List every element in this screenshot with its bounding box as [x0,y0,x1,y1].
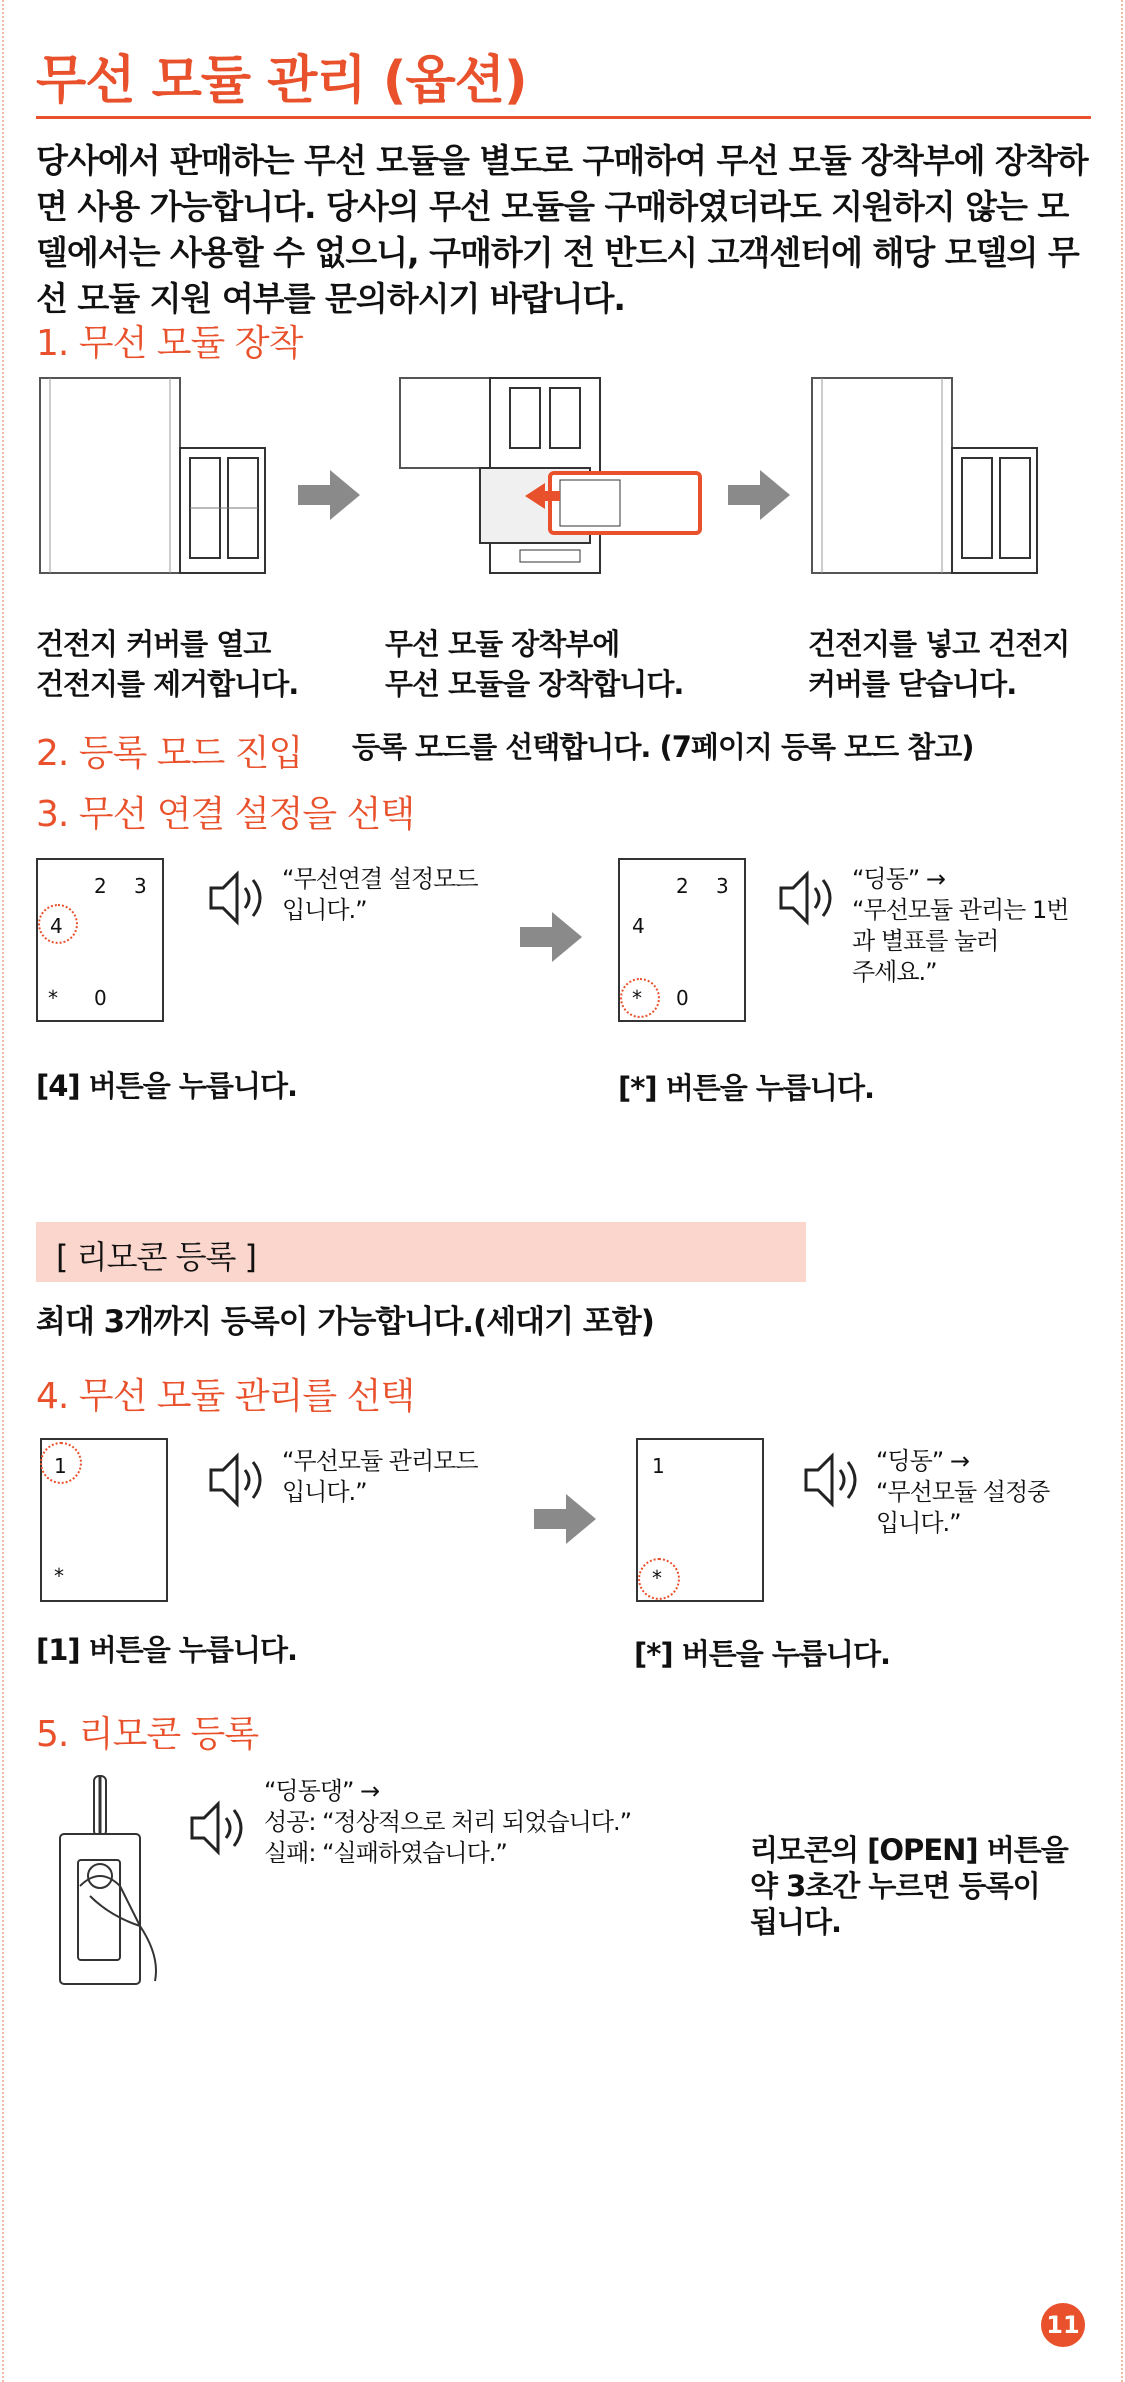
arrow-icon [298,470,360,520]
title-divider [36,116,1091,119]
speaker-icon [186,1800,256,1856]
step4-right-caption: [*] 버튼을 누릅니다. [634,1637,890,1671]
speaker-icon [800,1452,870,1508]
step2-text: 등록 모드를 선택합니다. (7페이지 등록 모드 참고) [352,730,974,764]
arrow-icon [534,1494,596,1544]
key-1: 1 [652,1454,665,1478]
key-star: * [652,1566,662,1590]
left-dotted-border [2,0,4,2382]
step1-heading: 1. 무선 모듈 장착 [36,323,303,364]
step3-right-caption: [*] 버튼을 누릅니다. [618,1071,874,1105]
key-star: * [48,986,58,1010]
key-2: 2 [94,874,107,898]
keypad-step3-right [618,858,746,1022]
highlight-circle [620,978,660,1018]
step3-left-caption: [4] 버튼을 누릅니다. [36,1069,297,1103]
page-number-badge: 11 [1041,2303,1085,2347]
step4-left-caption: [1] 버튼을 누릅니다. [36,1633,297,1667]
step1-caption-1: 건전지 커버를 열고 건전지를 제거합니다. [36,627,299,701]
highlight-circle [40,1442,82,1484]
step5-heading: 5. 리모콘 등록 [36,1714,259,1755]
keypad-step4-left [40,1438,168,1602]
speaker-icon [775,870,845,926]
key-3: 3 [134,874,147,898]
arrow-icon [728,470,790,520]
step3-heading: 3. 무선 연결 설정을 선택 [36,794,415,835]
step4-right-voice: “딩동” → “무선모듈 설정중 입니다.” [876,1447,1050,1537]
step1-caption-3: 건전지를 넣고 건전지 커버를 닫습니다. [808,627,1070,701]
key-star: * [632,986,642,1010]
step4-left-voice: “무선모듈 관리모드 입니다.” [282,1447,478,1506]
right-dotted-border [1121,0,1123,2382]
step3-left-voice: “무선연결 설정모드 입니다.” [282,865,478,924]
step5-voice: “딩동댕” → 성공: “정상적으로 처리 되었습니다.” 실패: “실패하였습니다.” [264,1777,632,1867]
key-1: 1 [54,1454,67,1478]
battery-cover-close-illustration [812,378,1042,573]
module-install-illustration [400,378,700,573]
keypad-step3-left [36,858,164,1022]
intro-paragraph: 당사에서 판매하는 무선 모듈을 별도로 구매하여 무선 모듈 장착부에 장착하면 사용 가능합니다. 당사의 무선 모듈을 구매하였더라도 지원하지 않는 모델에서는 사용할 수 없으니, 구매하기 전 반드시 고객센터에 해당 모델의 무선 모듈 지원 여부를 문의하시기 바랍니다. [36,141,1088,318]
speaker-icon [205,1452,275,1508]
battery-cover-open-illustration [40,378,270,573]
speaker-icon [205,870,275,926]
key-0: 0 [94,986,107,1010]
arrow-icon [520,912,582,962]
highlight-circle [638,1558,680,1600]
key-0: 0 [676,986,689,1010]
key-2: 2 [676,874,689,898]
remote-register-text: 최대 3개까지 등록이 가능합니다.(세대기 포함) [36,1304,654,1340]
key-star: * [54,1564,64,1588]
remote-register-label: [ 리모콘 등록 ] [56,1238,257,1276]
step3-right-voice: “딩동” → “무선모듈 관리는 1번 과 별표를 눌러 주세요.” [852,865,1069,986]
step4-heading: 4. 무선 모듈 관리를 선택 [36,1376,415,1417]
remote-hand-illustration [40,1776,180,1986]
key-4: 4 [50,914,63,938]
page-title: 무선 모듈 관리 (옵션) [36,51,527,111]
key-3: 3 [716,874,729,898]
step2-heading: 2. 등록 모드 진입 [36,733,303,774]
keypad-step4-right [636,1438,764,1602]
step5-caption: 리모콘의 [OPEN] 버튼을 약 3초간 누르면 등록이 됩니다. [750,1833,1068,1939]
highlight-circle [38,904,78,944]
key-4: 4 [632,914,645,938]
step1-caption-2: 무선 모듈 장착부에 무선 모듈을 장착합니다. [385,627,684,701]
